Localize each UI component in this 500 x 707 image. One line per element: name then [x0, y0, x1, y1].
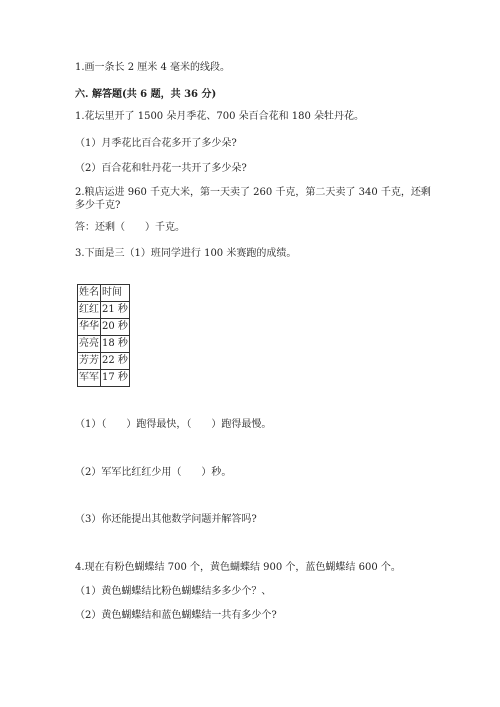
question-1-sub-2: （2）百合花和牡丹花一共开了多少朵? — [75, 163, 247, 174]
question-3-sub-3: （3）你还能提出其他数学问题并解答吗? — [75, 514, 257, 525]
question-1-sub-1: （1）月季花比百合花多开了多少朵? — [75, 138, 237, 149]
table-cell-time: 21 秒 — [101, 302, 130, 319]
table-row — [78, 319, 130, 336]
question-2-stem-line-2: 多少千克? — [75, 200, 121, 211]
table-cell-time: 17 秒 — [101, 370, 130, 387]
table-header-time: 时间 — [101, 285, 130, 302]
question-4-sub-1: （1）黄色蝴蝶结比粉色蝴蝶结多多少个？、 — [75, 586, 272, 597]
table-header-row — [78, 285, 130, 302]
table-cell-time: 22 秒 — [101, 353, 130, 370]
section-title: 六. 解答题(共 6 题，共 36 分) — [75, 89, 217, 100]
table-cell-name: 红红 — [78, 302, 101, 319]
table-cell-name: 军军 — [78, 370, 101, 387]
table-cell-name: 亮亮 — [78, 336, 101, 353]
question-3-sub-2: （2）军军比红红少用（ ）秒。 — [75, 467, 232, 478]
question-draw-line-segment: 1.画一条长 2 厘米 4 毫米的线段。 — [75, 62, 230, 73]
table-cell-name: 芳芳 — [78, 353, 101, 370]
question-1-stem: 1.花坛里开了 1500 朵月季花、700 朵百合花和 180 朵牡丹花。 — [75, 111, 365, 122]
question-2-stem-line-1: 2.粮店运进 960 千克大米，第一天卖了 260 千克，第二天卖了 340 千克，还剩 — [75, 187, 431, 198]
table-cell-name: 华华 — [78, 319, 101, 336]
race-results-table — [77, 284, 130, 387]
question-3-stem: 3.下面是三（1）班同学进行 100 米赛跑的成绩。 — [75, 248, 297, 259]
table-row — [78, 302, 130, 319]
question-4-stem: 4.现在有粉色蝴蝶结 700 个，黄色蝴蝶结 900 个，蓝色蝴蝶结 600 个。 — [75, 562, 401, 573]
table-row — [78, 353, 130, 370]
question-2-answer: 答：还剩（ ）千克。 — [75, 222, 185, 233]
table-row — [78, 370, 130, 387]
table-header-name: 姓名 — [78, 285, 101, 302]
table-cell-time: 18 秒 — [101, 336, 130, 353]
question-3-sub-1: （1）（ ）跑得最快，（ ）跑得最慢。 — [75, 419, 272, 430]
table-cell-time: 20 秒 — [101, 319, 130, 336]
question-4-sub-2: （2）黄色蝴蝶结和蓝色蝴蝶结一共有多少个? — [75, 610, 277, 621]
table-row — [78, 336, 130, 353]
